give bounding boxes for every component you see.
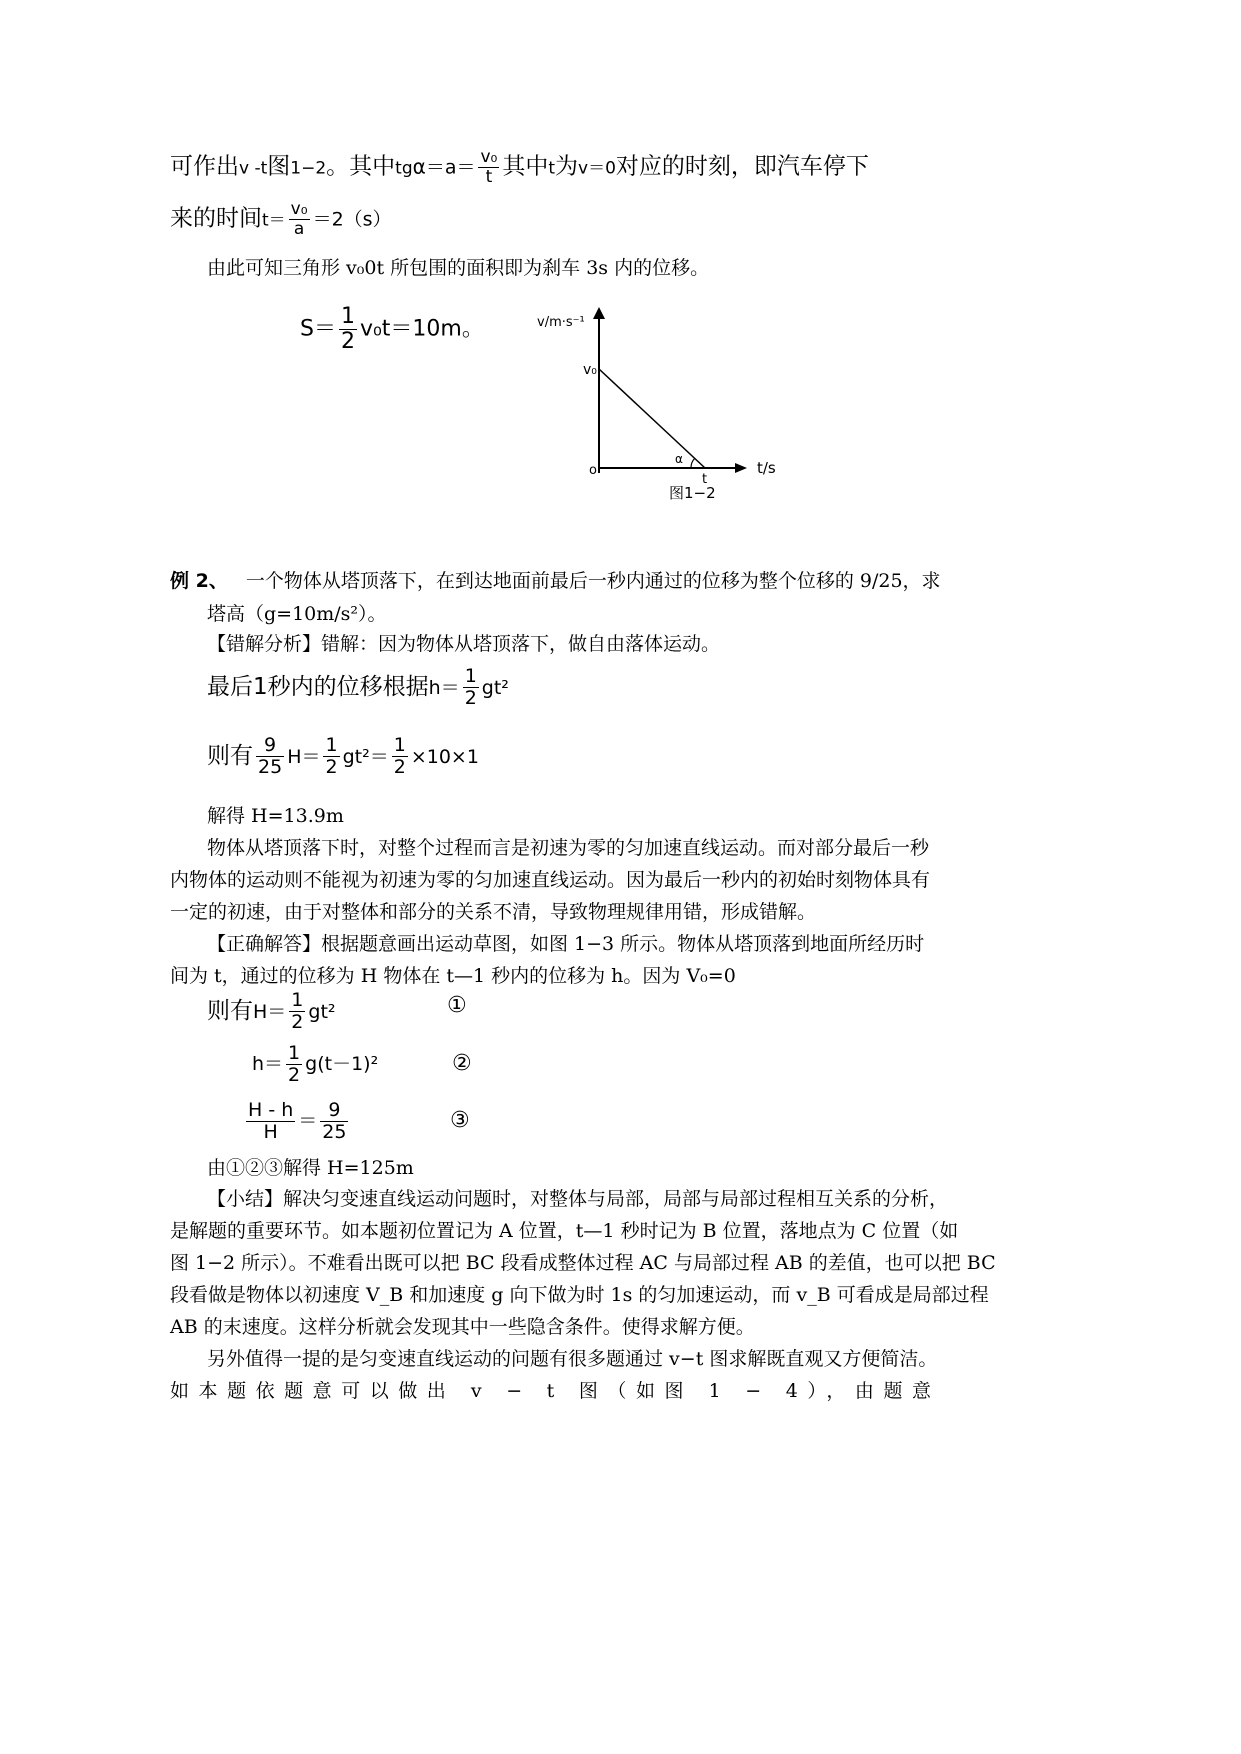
line-stop-time [170,200,392,239]
text: 。其中 [326,153,396,180]
text: ＝2（s） [312,208,392,231]
text: v₀t＝10m。 [359,316,484,342]
vt-graph-figure [535,305,835,525]
x-axis-arrow [735,463,747,473]
figure-caption: 图1−2 [669,484,716,502]
denominator: 25 [322,1120,347,1143]
text: gt² [481,676,509,699]
text: t [548,158,556,179]
numerator: H - h [248,1099,294,1121]
numerator: v₀ [290,199,308,219]
fraction [323,735,339,778]
fraction [478,148,499,186]
fraction [320,1100,348,1143]
denominator: 2 [291,1010,304,1033]
text: ×10×1 [410,745,479,768]
fraction [289,990,305,1033]
para-line: 【小结】解决匀变速直线运动问题时，对整体与局部，局部与局部过程相互关系的分析， [207,1188,949,1210]
denominator: 2 [464,686,477,709]
y-axis-arrow [593,307,605,319]
denominator: 2 [325,755,338,778]
text: 1−2 [290,158,327,179]
para-line: 另外值得一提的是匀变速直线运动的问题有很多题通过 v−t 图求解既直观又方便简洁。 [207,1348,938,1370]
alpha-symbol: α [412,154,426,179]
fraction [339,305,357,354]
text: h＝ [428,676,460,699]
text: gt²＝ [342,745,389,768]
text: g(t－1)² [305,1052,379,1075]
correct-solution-paragraph [170,928,924,992]
para-line: 【正确解答】根据题意画出运动草图，如图 1−3 所示。物体从塔顶落到地面所经历时 [207,933,925,955]
numerator: 1 [325,734,338,756]
denominator: a [289,219,310,239]
denominator: 25 [258,755,283,778]
fraction [289,200,310,238]
numerator: 9 [328,1099,341,1121]
para-line: AB 的末速度。这样分析就会发现其中一些隐含条件。使得求解方便。 [170,1316,755,1338]
para-line: 内物体的运动则不能视为初速为零的匀加速直线运动。因为最后一秒内的初始时刻物体具有 [170,869,931,891]
line-vt-graph-intro [170,148,869,187]
fraction [286,1043,302,1086]
text: 可作出 [170,153,239,180]
numerator: 1 [291,989,304,1011]
equation-marker-2: ② [452,1051,472,1076]
text: ＝a＝ [425,156,476,179]
denominator: H [246,1121,295,1143]
text: S＝ [300,316,336,342]
text: 则有 [207,997,253,1024]
numerator: v₀ [480,147,498,167]
text: 来的时间 [170,205,262,232]
example-2-line-2: 塔高（g=10m/s²）。 [207,603,387,625]
equation-marker-3: ③ [450,1108,470,1133]
x-axis-label: t/s [757,459,776,477]
text: ＝ [298,1109,318,1132]
wrong-equation [207,735,479,778]
equation-3 [243,1100,351,1143]
summary-paragraph [170,1183,996,1343]
text: 图 [267,153,291,180]
equation-1 [207,990,336,1033]
fraction [463,666,479,709]
para-line: 一定的初速，由于对整体和部分的关系不清，导致物理规律用错，形成错解。 [170,901,817,923]
text: v＝0 [578,158,616,179]
denominator: t [478,167,499,187]
triangle-area-paragraph: 由此可知三角形 v₀0t 所包围的面积即为刹车 3s 内的位移。 [207,257,710,279]
origin-label: o [589,463,597,478]
text: tg [395,158,413,179]
numerator: 9 [264,734,277,756]
text: h＝ [252,1052,284,1075]
numerator: 1 [393,734,406,756]
text: 一个物体从塔顶落下，在到达地面前最后一秒内通过的位移为整个位移的 9/25，求 [245,570,941,592]
last-second-equation [207,666,509,709]
fraction [392,735,408,778]
alpha-arc [691,458,695,468]
equation-marker-1: ① [447,993,467,1018]
equation-2 [252,1043,378,1086]
text: gt² [308,1000,336,1023]
para-line: 段看做是物体以初速度 V_B 和加速度 g 向下做为时 1s 的匀加速运动，而 v_B 可看成是局部过程 [170,1284,989,1306]
analysis-paragraph [170,832,930,928]
para-line: 如本题依题意可以做出 v − t 图（如图 1 − 4），由题意 [170,1380,940,1402]
text: t＝ [262,210,286,231]
para-line: 是解题的重要环节。如本题初位置记为 A 位置，t—1 秒时记为 B 位置，落地点为 C 位置（如 [170,1220,959,1242]
wrong-analysis-heading: 【错解分析】错解：因为物体从塔顶落下，做自由落体运动。 [207,633,721,655]
denominator: 2 [340,329,355,355]
fraction [246,1100,295,1143]
para-line: 物体从塔顶落下时，对整个过程而言是初速为零的匀加速直线运动。而对部分最后一秒 [207,837,930,859]
para-line: 图 1−2 所示）。不难看出既可以把 BC 段看成整体过程 AC 与局部过程 AB 的差值，也可以把 BC [170,1252,996,1274]
alpha-label: α [675,452,683,466]
text: 对应的时刻，即汽车停下 [615,153,869,180]
text: 为 [555,153,579,180]
example-label: 例 2、 [170,570,228,592]
text: H＝ [287,745,321,768]
displacement-equation [300,305,484,354]
wrong-solution-result: 解得 H=13.9m [207,805,344,827]
closing-paragraph [170,1343,940,1407]
t-tick-label: t [702,472,708,487]
fraction [256,735,284,778]
text: 最后1秒内的位移根据 [207,673,429,700]
para-line: 间为 t，通过的位移为 H 物体在 t—1 秒内的位移为 h。因为 V₀=0 [170,965,736,987]
numerator: 1 [288,1042,301,1064]
y-axis-label: v/m·s⁻¹ [537,315,585,330]
denominator: 2 [393,755,406,778]
text: H＝ [253,1000,287,1023]
correct-solution-result: 由①②③解得 H=125m [207,1157,414,1179]
v0-label: v₀ [583,362,597,378]
numerator: 1 [340,304,355,329]
text: 其中 [502,153,549,180]
velocity-line [599,369,705,468]
example-2-line-1 [170,565,941,597]
numerator: 1 [464,665,477,687]
text: v -t [239,158,268,179]
text: 则有 [207,742,253,769]
denominator: 2 [288,1063,301,1086]
